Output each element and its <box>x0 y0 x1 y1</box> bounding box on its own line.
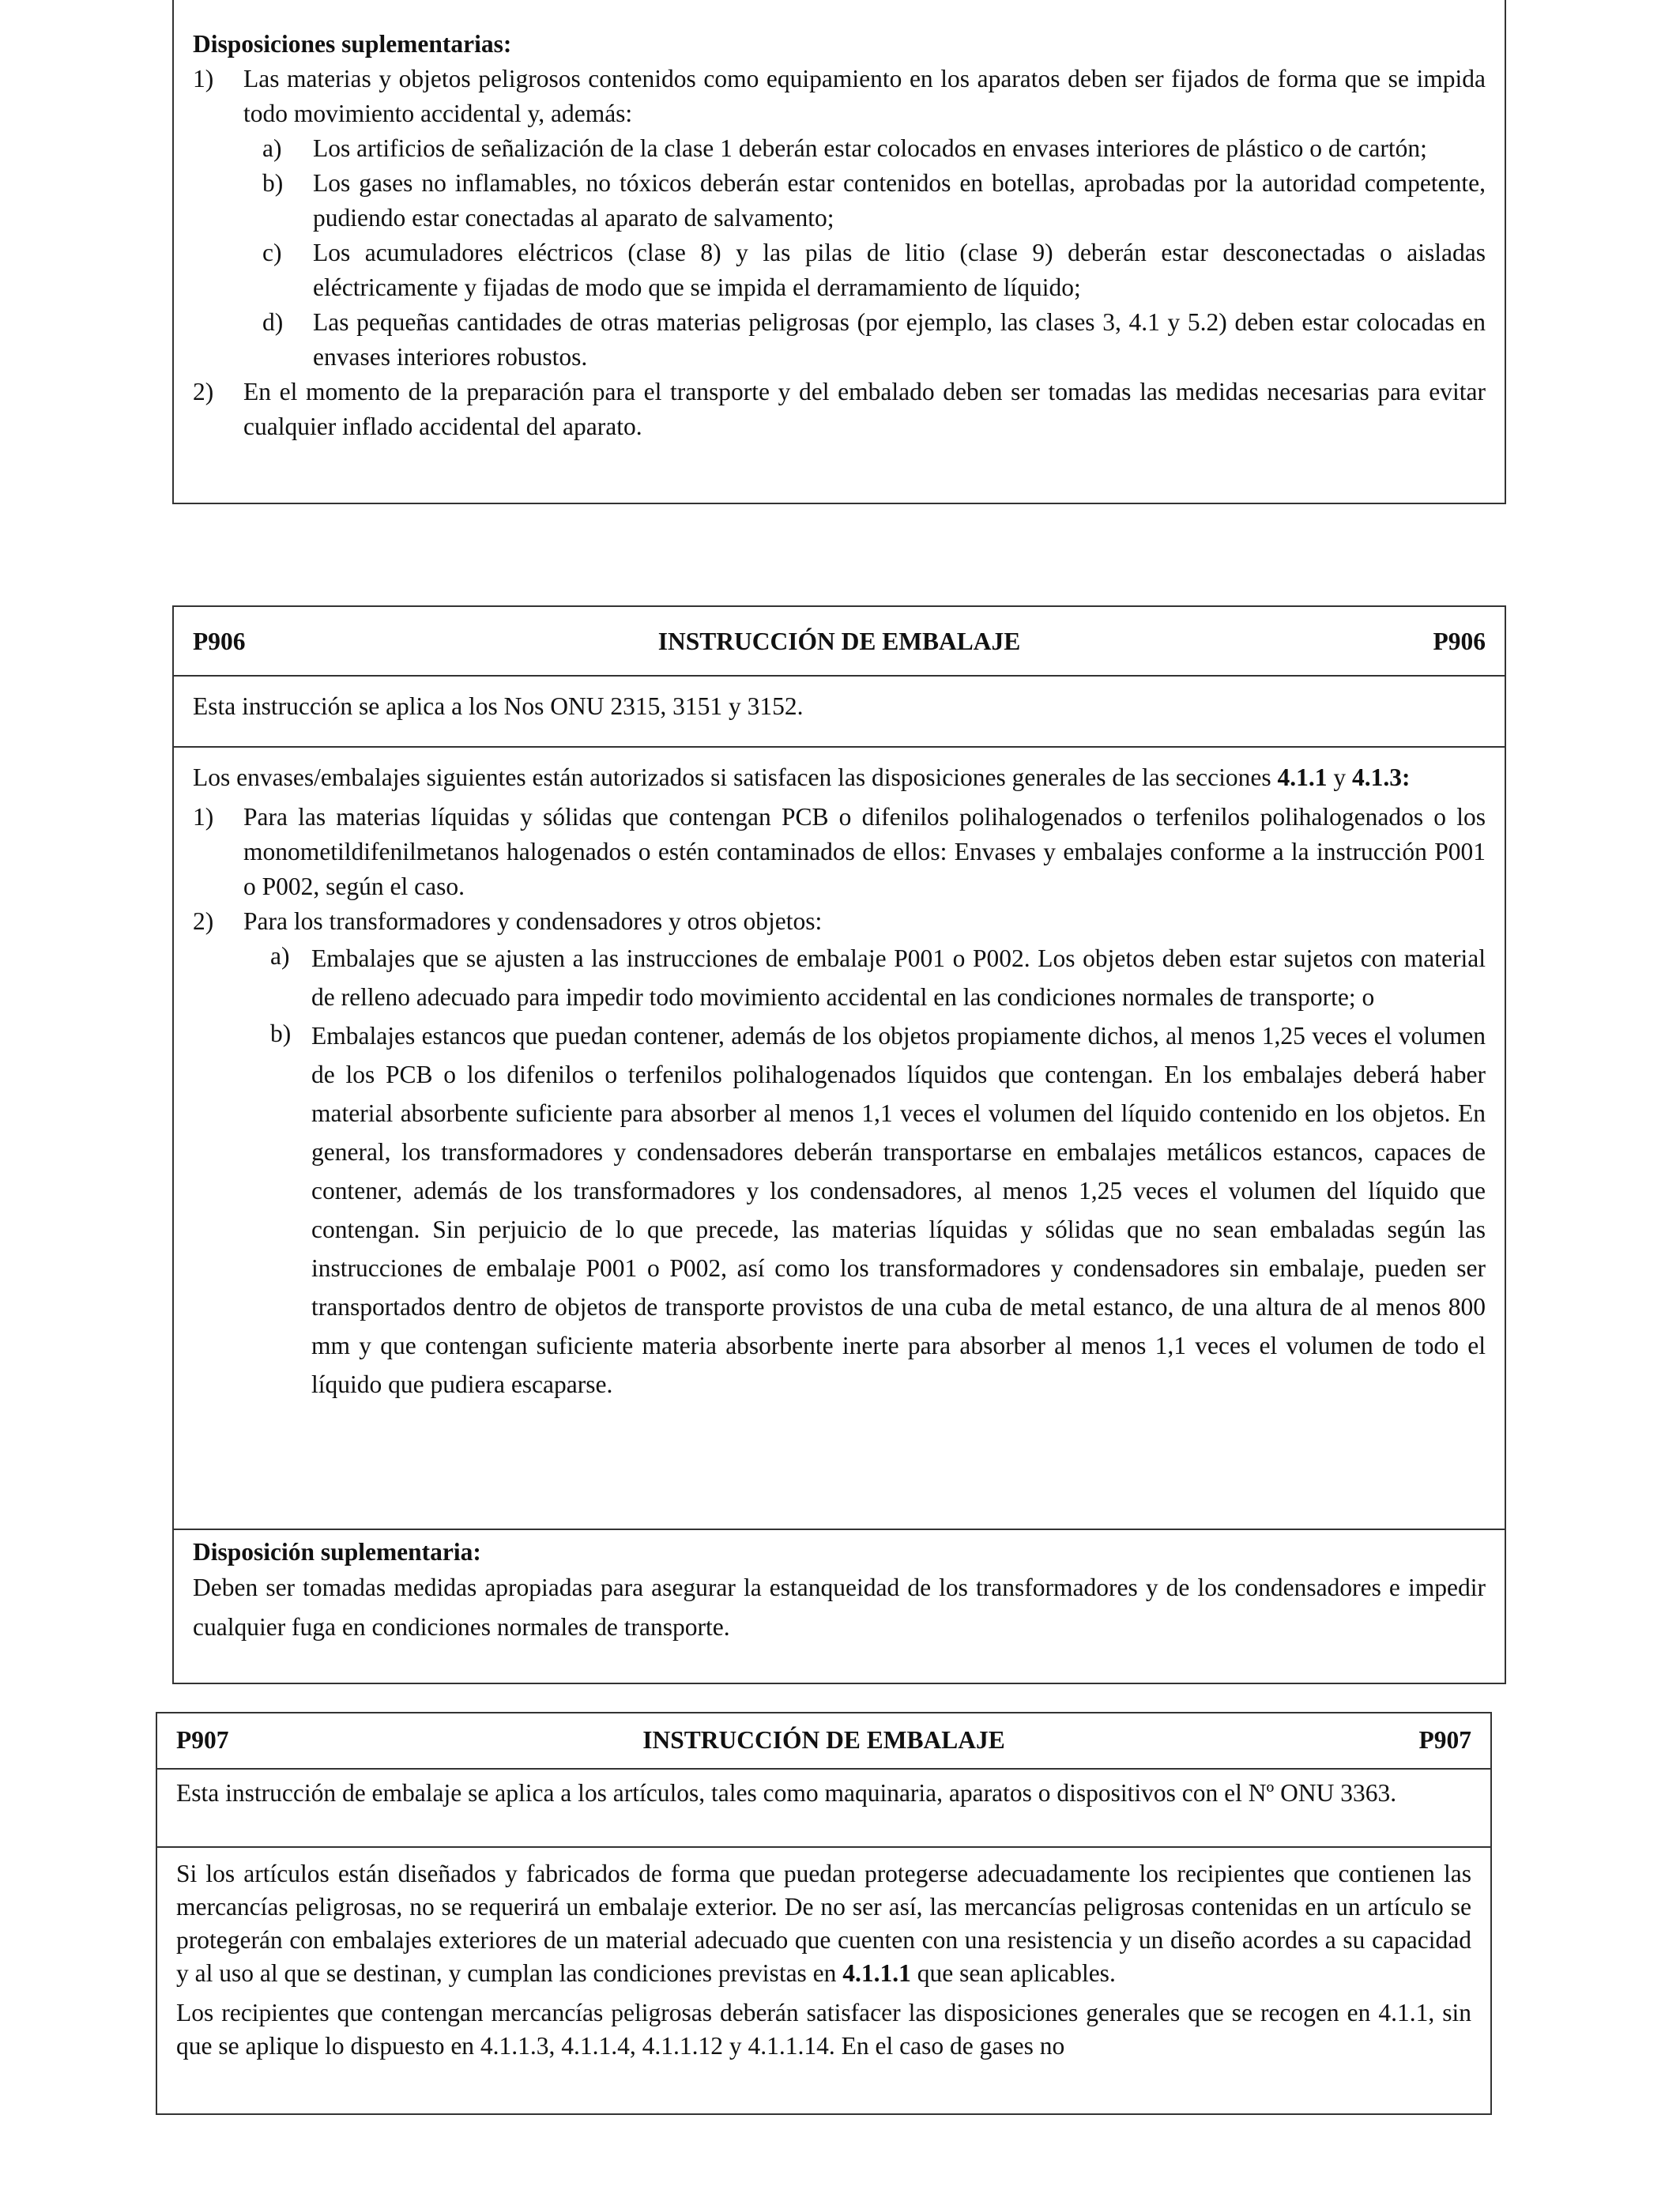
instruction-header <box>174 607 1505 675</box>
instruction-title: INSTRUCCIÓN DE EMBALAJE <box>657 628 1021 655</box>
paragraph: Si los artículos están diseñados y fabricados de forma que puedan protegerse adecuadamente los recipientes que contienen las mercancías peligrosas, no se requerirá un embalaje exterior. De no ser así, las mercancías peligrosas contenidas en un artículo se protegerán con embalajes exteriores de un material adecuado que cuenten con una resistencia y un diseño acordes a su capacidad y al uso al que se destinan, y cumplan las condiciones previstas en 4.1.1.1 que sean aplicables. <box>176 1860 1471 1987</box>
applicability-cell <box>174 675 1505 746</box>
packagings-cell <box>174 746 1505 1529</box>
applicability-text: Esta instrucción de embalaje se aplica a los artículos, tales como maquinaria, aparatos o dispositivos con el Nº ONU 3363. <box>176 1779 1397 1807</box>
list-subitem: b) Embalajes estancos que puedan contener, además de los objetos propiamente dichos, al menos 1,25 veces el volumen de los PCB o los difenilos o terfenilos polihalogenados líquidos que contengan. En los embalajes deberá haber material absorbente suficiente para absorber al menos 1,1 veces el volumen del líquido contenido en los objetos. En general, los transformadores y condensadores deberán transportarse en embalajes metálicos estancos, capaces de contener, además de los transformadores y los condensadores, al menos 1,25 veces el volumen del líquido que contengan. Sin perjuicio de lo que precede, las materias líquidas y sólidas que no sean embaladas según las instrucciones de embalaje P001 o P002, así como los transformadores y condensadores sin embalaje, pueden ser transportados dentro de objetos de transporte provistos de una cuba de metal estanco, de una altura de al menos 800 mm y que contengan suficiente materia absorbente inerte para absorber al menos 1,1 veces el volumen de todo el líquido que pudiera escaparse. <box>270 1020 1486 1398</box>
list-subitem: c) Los acumuladores eléctricos (clase 8) y las pilas de litio (clase 9) deberán estar desconectadas o aisladas eléctricamente y fijadas de modo que se impida el derramamiento de líquido; <box>262 239 1486 301</box>
list-subitem: a) Embalajes que se ajusten a las instrucciones de embalaje P001 o P002. Los objetos deben estar sujetos con material de relleno adecuado para impedir todo movimiento accidental en las condiciones normales de transporte; o <box>270 942 1486 1011</box>
list-item: 2) En el momento de la preparación para el transporte y del embalado deben ser tomadas las medidas necesarias para evitar cualquier inflado accidental del aparato. <box>193 378 1486 440</box>
list-item: 1) Las materias y objetos peligrosos contenidos como equipamiento en los aparatos deben ser fijados de forma que se impida todo movimiento accidental y, además: <box>193 65 1486 127</box>
list-item: 2) Para los transformadores y condensadores y otros objetos: <box>193 907 823 935</box>
section-ref: 4.1.1.1 <box>842 1959 911 1987</box>
conditions-cell <box>157 1846 1490 2063</box>
intro-paragraph: Los envases/embalajes siguientes están autorizados si satisfacen las disposiciones generales de las secciones 4.1.1 y 4.1.3: <box>193 763 1411 791</box>
list-subitem: d) Las pequeñas cantidades de otras materias peligrosas (por ejemplo, las clases 3, 4.1 y 5.2) deben estar colocadas en envases interiores robustos. <box>262 308 1486 371</box>
applicability-cell <box>157 1768 1490 1846</box>
instruction-code-right: P907 <box>1418 1726 1471 1754</box>
list-subitem: a) Los artificios de señalización de la clase 1 deberán estar colocados en envases interiores de plástico o de cartón; <box>262 134 1427 162</box>
supplementary-text: Deben ser tomadas medidas apropiadas para asegurar la estanqueidad de los transformadores y de los condensadores e impedir cualquier fuga en condiciones normales de transporte. <box>193 1574 1486 1641</box>
section-ref: 4.1.3: <box>1351 763 1411 791</box>
supplementary-provisions-box <box>172 0 1506 504</box>
packing-instruction-p907 <box>156 1712 1492 2115</box>
supplementary-heading: Disposiciones suplementarias: <box>193 30 512 58</box>
packing-instruction-p906 <box>172 605 1506 1684</box>
instruction-code-right: P906 <box>1433 628 1486 655</box>
supplementary-provision-cell <box>174 1529 1505 1647</box>
applicability-text: Esta instrucción se aplica a los Nos ONU 2315, 3151 y 3152. <box>193 692 804 720</box>
list-item: 1) Para las materias líquidas y sólidas que contengan PCB o difenilos polihalogenados o terfenilos polihalogenados o los monometildifenilmetanos halogenados o estén contaminados de ellos: Envases y embalajes conforme a la instrucción P001 o P002, según el caso. <box>193 803 1486 900</box>
instruction-title: INSTRUCCIÓN DE EMBALAJE <box>642 1726 1005 1754</box>
list-subitem: b) Los gases no inflamables, no tóxicos deberán estar contenidos en botellas, aprobadas por la autoridad competente, pudiendo estar conectadas al aparato de salvamento; <box>262 169 1486 232</box>
supplementary-heading: Disposición suplementaria: <box>193 1538 481 1566</box>
section-ref: 4.1.1 <box>1277 763 1328 791</box>
instruction-code-left: P907 <box>176 1726 229 1754</box>
paragraph: Los recipientes que contengan mercancías peligrosas deberán satisfacer las disposiciones generales que se recogen en 4.1.1, sin que se aplique lo dispuesto en 4.1.1.3, 4.1.1.4, 4.1.1.12 y 4.1.1.14. En el caso de gases no <box>176 1999 1471 2060</box>
instruction-code-left: P906 <box>193 628 246 655</box>
instruction-header <box>157 1713 1490 1768</box>
